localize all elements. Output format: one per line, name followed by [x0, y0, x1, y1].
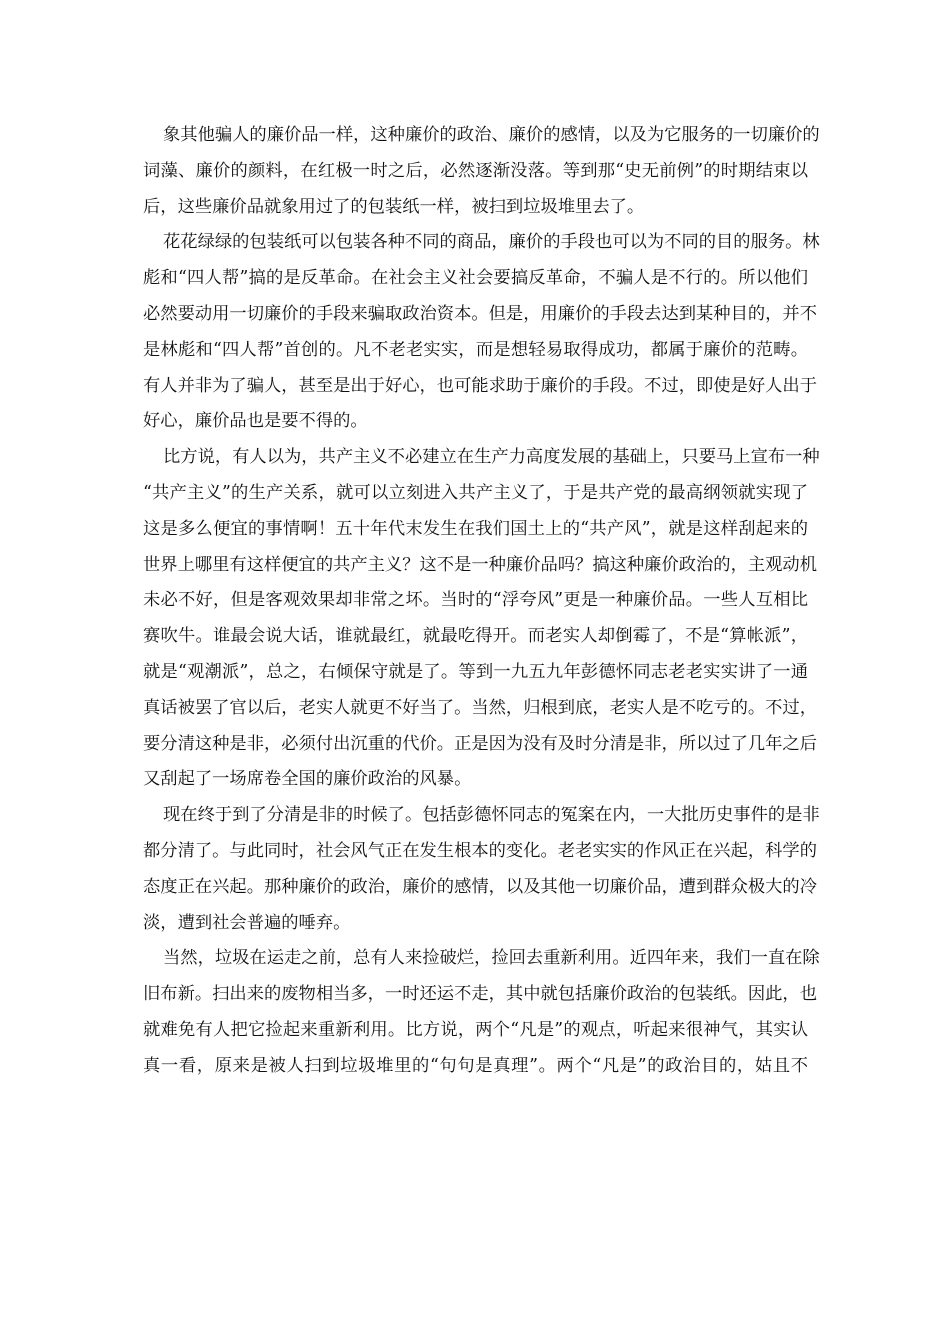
text-line: 彪和“四人帮”搞的是反革命。在社会主义社会要搞反革命，不骗人是不行的。所以他们: [143, 268, 808, 289]
text-line: 好心，廉价品也是要不得的。: [143, 411, 368, 432]
text-line: 现在终于到了分清是非的时候了。包括彭德怀同志的冤案在内，一大批历史事件的是非: [163, 805, 820, 826]
text-line: 这是多么便宜的事情啊！五十年代末发生在我们国土上的“共产风”，就是这样刮起来的: [143, 518, 808, 539]
text-line: 有人并非为了骗人，甚至是出于好心，也可能求助于廉价的手段。不过，即使是好人出于: [143, 375, 817, 396]
text-line: 就是“观潮派”，总之，右倾保守就是了。等到一九五九年彭德怀同志老老实实讲了一通: [143, 661, 808, 682]
text-line: 必然要动用一切廉价的手段来骗取政治资本。但是，用廉价的手段去达到某种目的，并不: [143, 303, 817, 324]
paragraph-1: [143, 118, 820, 225]
text-line: 未必不好，但是客观效果却非常之坏。当时的“浮夸风”更是一种廉价品。一些人互相比: [143, 590, 808, 611]
document-page: [143, 118, 820, 1085]
text-line: 都分清了。与此同时，社会风气正在发生根本的变化。老老实实的作风正在兴起，科学的: [143, 840, 817, 861]
text-line: 真一看，原来是被人扫到垃圾堆里的“句句是真理”。两个“凡是”的政治目的，姑且不: [143, 1055, 808, 1076]
paragraph-3: [143, 440, 820, 798]
text-line: 淡，遭到社会普遍的唾弃。: [143, 912, 351, 933]
text-line: 态度正在兴起。那种廉价的政治，廉价的感情，以及其他一切廉价品，遭到群众极大的冷: [143, 876, 817, 897]
text-line: 要分清这种是非，必须付出沉重的代价。正是因为没有及时分清是非，所以过了几年之后: [143, 733, 817, 754]
text-line: 象其他骗人的廉价品一样，这种廉价的政治、廉价的感情，以及为它服务的一切廉价的: [163, 125, 820, 145]
text-line: 旧布新。扫出来的废物相当多，一时还运不走，其中就包括廉价政治的包装纸。因此，也: [143, 984, 817, 1005]
paragraph-5: [143, 941, 820, 1084]
paragraph-2: [143, 225, 820, 440]
text-line: 花花绿绿的包装纸可以包装各种不同的商品，廉价的手段也可以为不同的目的服务。林: [163, 232, 820, 253]
text-line: “共产主义”的生产关系，就可以立刻进入共产主义了，于是共产党的最高纲领就实现了: [143, 482, 808, 503]
text-line: 是林彪和“四人帮”首创的。凡不老老实实，而是想轻易取得成功，都属于廉价的范畴。: [143, 339, 808, 360]
text-line: 当然，垃圾在运走之前，总有人来捡破烂，捡回去重新利用。近四年来，我们一直在除: [163, 948, 820, 969]
text-line: 比方说，有人以为，共产主义不必建立在生产力高度发展的基础上，只要马上宣布一种: [163, 447, 820, 468]
text-line: 又刮起了一场席卷全国的廉价政治的风暴。: [143, 769, 472, 790]
text-line: 词藻、廉价的颜料，在红极一时之后，必然逐渐没落。等到那“史无前例”的时期结束以: [143, 160, 808, 181]
text-line: 真话被罢了官以后，老实人就更不好当了。当然，归根到底，老实人是不吃亏的。不过，: [143, 697, 817, 718]
text-line: 后，这些廉价品就象用过了的包装纸一样，被扫到垃圾堆里去了。: [143, 196, 645, 217]
text-line: 世界上哪里有这样便宜的共产主义？这不是一种廉价品吗？搞这种廉价政治的，主观动机: [143, 554, 817, 575]
paragraph-4: [143, 798, 820, 941]
text-line: 就难免有人把它捡起来重新利用。比方说，两个“凡是”的观点，听起来很神气，其实认: [143, 1019, 808, 1040]
text-line: 赛吹牛。谁最会说大话，谁就最红，就最吃得开。而老实人却倒霉了，不是“算帐派”，: [143, 626, 808, 647]
